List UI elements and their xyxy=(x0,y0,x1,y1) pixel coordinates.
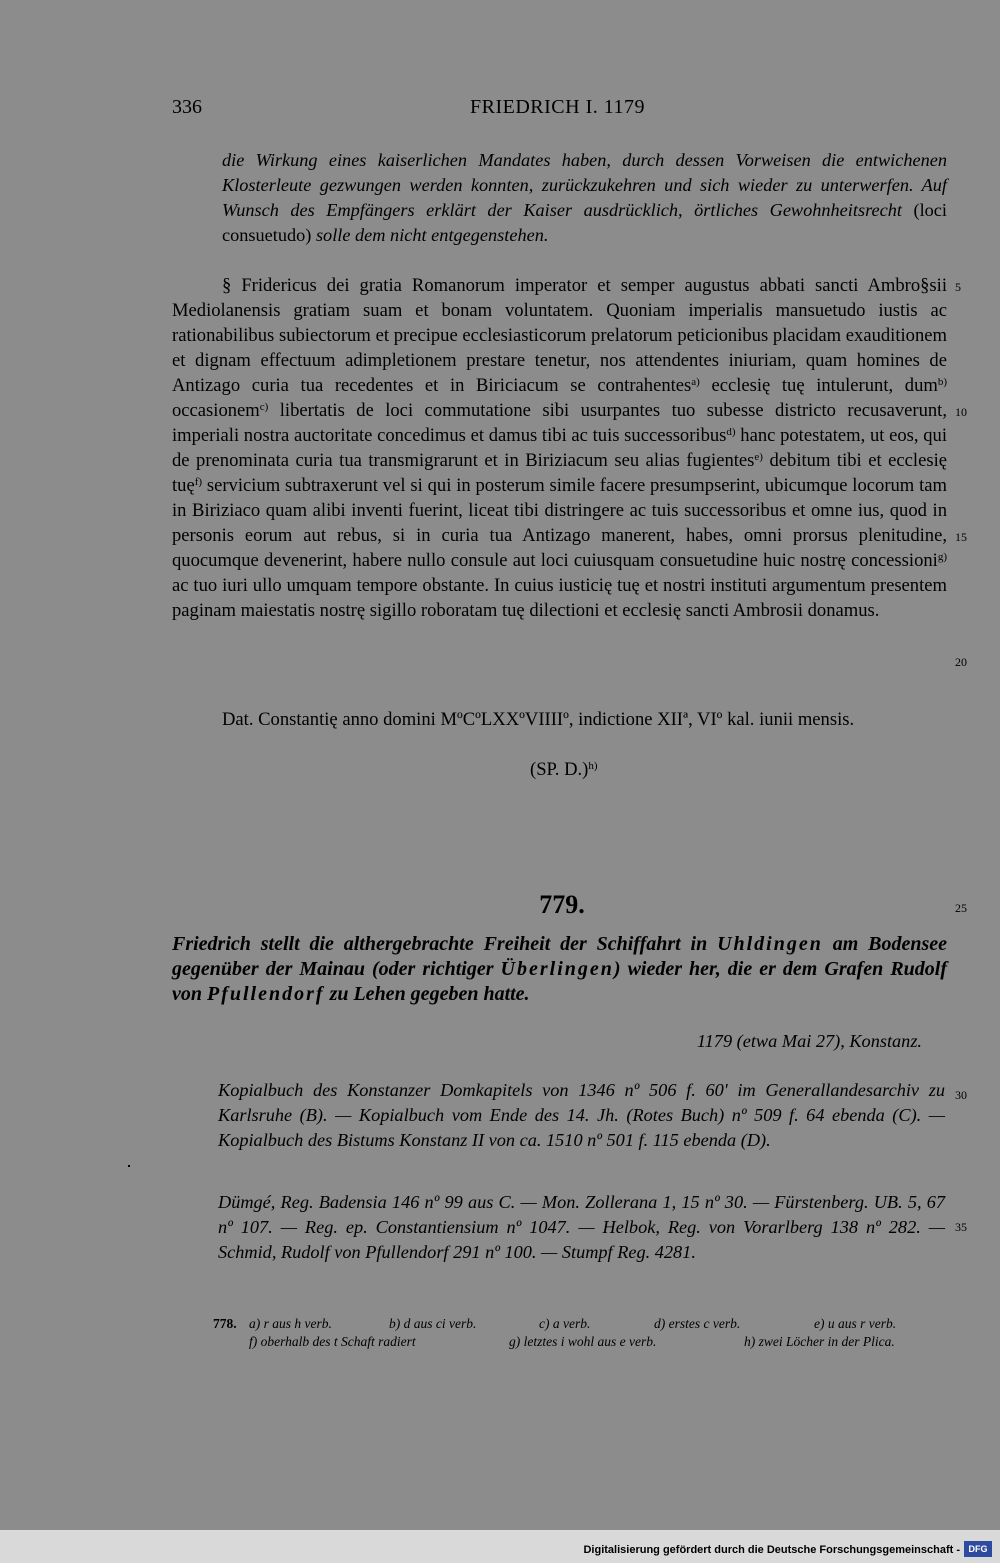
regest-text-2: am Bodensee gegenüber der Mainau (oder richtiger xyxy=(172,933,947,980)
scan-speck xyxy=(128,1165,130,1167)
document-number: 779. xyxy=(539,890,585,919)
date-place: 1179 (etwa Mai 27), Konstanz. xyxy=(696,1031,922,1051)
footnote-g: g) letztes i wohl aus e verb. xyxy=(509,1334,657,1349)
manuscript-tradition: Kopialbuch des Konstanzer Domkapitels von 1346 nº 506 f. 60' im Generallandesarchiv zu Karlsruhe (B). — Kopialbuch vom Ende des 14. Jh. (Rotes Buch) nº 509 f. 64 ebenda (C). — Kopialbuch des Bistums Konstanz II von ca. 1510 nº 501 f. 115 ebenda (D). xyxy=(218,1080,945,1150)
charter-text-4: libertatis de loci commutatione sibi usurpantes tuo subesse districto recusaverunt, imperiali nostra auctoritate concedimus et damus tibi ac tuis successoribus xyxy=(172,400,947,446)
dating-clause: Dat. Constantię anno domini MºCºLXXºVIIIIº, indictione XIIª, VIº kal. iunii mensis. xyxy=(222,709,855,730)
charter-text-3: occasionem xyxy=(172,400,260,421)
footnote-row-1 xyxy=(213,1315,953,1333)
footnote-ref-c: c) xyxy=(259,401,269,413)
previous-regest-end: solle dem nicht entgegenstehen. xyxy=(315,225,549,245)
previous-regest-roman: (loci consuetudo) xyxy=(222,200,947,245)
running-title: FRIEDRICH I. 1179 xyxy=(470,96,645,118)
place-pfullendorf: Pfullendorf xyxy=(207,983,325,1005)
charter-text-5: hanc potestatem, ut eos, qui de prenominata curia tua transmigrarunt et in Biriziacum seu alias fugientes xyxy=(172,425,947,471)
footnote-f: f) oberhalb des t Schaft radiert xyxy=(249,1334,416,1349)
footnote-ref-e: e) xyxy=(754,451,763,463)
regest-text-4: zu Lehen gegeben hatte. xyxy=(324,983,530,1005)
literature-references: Dümgé, Reg. Badensia 146 nº 99 aus C. — Mon. Zollerana 1, 15 nº 30. — Fürstenberg. UB. 5, 67 nº 107. — Reg. ep. Constantiensium nº 1047. — Helbok, Reg. von Vorarlberg 138 nº 282. — Schmid, Rudolf von Pfullendorf 291 nº 100. — Stumpf Reg. 4281. xyxy=(218,1192,945,1262)
footnote-h: h) zwei Löcher in der Plica. xyxy=(744,1334,895,1349)
footnote-b: b) d aus ci verb. xyxy=(389,1316,477,1331)
regest-heading xyxy=(172,932,947,1007)
footnote-e: e) u aus r verb. xyxy=(814,1316,897,1331)
seal-note xyxy=(530,759,598,781)
footnote-a: a) r aus h verb. xyxy=(249,1316,332,1331)
charter-text-6: debitum tibi et ecclesię tuę xyxy=(172,450,947,496)
line-number-35: 35 xyxy=(955,1220,967,1234)
page-header xyxy=(172,96,952,126)
chrismon-mark: § xyxy=(222,275,232,296)
footnote-d: d) erstes c verb. xyxy=(654,1316,741,1331)
footnote-ref-a: a) xyxy=(691,376,700,388)
charter-text-8: ac tuo iuri ullo umquam tempore obstante. In cuius iusticię tuę et nostri instituti argumentum presentem paginam maiestatis nostrę sigillo roboratam tuę dilectioni et ecclesię sancti Ambrosii donamus. xyxy=(172,575,947,621)
line-number-15: 15 xyxy=(955,530,967,544)
regest-text-1: Friedrich stellt die althergebrachte Freiheit der Schiffahrt in xyxy=(172,933,718,955)
seal-note-text: (SP. D.) xyxy=(530,759,589,780)
charter-text-7: servicium subtraxerunt vel si qui in posterum simile facere presumpserint, ubicumque locorum tam in Biriziaco quam alibi inventi fuerint, liceat tibi distringere ac tuis successoribus et omne ius, quod in personis eorum aut rebus, si in curia tua Antizago manerent, habes, omni prorsus plenitudine, quocumque devenerint, habere nullo consule aut loci cuiusquam consuetudine huic nostrę concessioni xyxy=(172,475,947,571)
footnote-ref-d: d) xyxy=(726,426,736,438)
line-number-25: 25 xyxy=(955,901,967,915)
charter-paragraph xyxy=(172,273,947,623)
regest-text-3: ) wieder her, die er dem Grafen Rudolf von xyxy=(172,958,947,1005)
footnote-ref-g: g) xyxy=(937,551,947,563)
place-ueberlingen: Überlingen xyxy=(500,958,614,980)
line-number-5: 5 xyxy=(955,280,961,294)
charter-text-1: Fridericus dei gratia Romanorum imperator et semper augustus abbati sancti Ambro§sii Mediolanensis gratiam suam et bonam voluntatem. Quoniam imperialis mansuetudo iustis ac rationabilibus subiectorum et precipue ecclesiasticorum prelatorum peticionibus placidam exauditionem et dignam effectuum adimpletionem prestare tenetur, nos attendentes iniuriam, quam homines de Antizago curia tua recedentes et in Biriciacum se contrahentes xyxy=(172,275,947,396)
page-number: 336 xyxy=(172,96,202,118)
previous-regest xyxy=(222,148,947,248)
footnote-ref-b: b) xyxy=(937,376,947,388)
line-number-30: 30 xyxy=(955,1088,967,1102)
dfg-logo: DFG xyxy=(964,1541,992,1557)
footnote-document-ref: 778. xyxy=(213,1316,237,1331)
footnote-row-2 xyxy=(213,1333,953,1351)
footnote-c: c) a verb. xyxy=(539,1316,591,1331)
charter-text xyxy=(172,273,947,623)
previous-regest-text: die Wirkung eines kaiserlichen Mandates haben, durch dessen Vorweisen die entwichenen Klosterleute gezwungen werden konnten, zurückzukehren und sich wieder zu unterwerfen. Auf Wunsch des Empfängers erklärt der Kaiser ausdrücklich, örtliches Gewohnheitsrecht xyxy=(222,150,947,220)
line-number-20: 20 xyxy=(955,655,967,669)
place-uhldingen: Uhldingen xyxy=(717,933,823,955)
charter-text-2: ecclesię tuę intulerunt, dum xyxy=(699,375,938,396)
footnote-ref-f: f) xyxy=(194,476,203,488)
footnote-ref-h: h) xyxy=(588,760,598,772)
footnotes xyxy=(213,1315,953,1351)
line-number-10: 10 xyxy=(955,405,967,419)
funding-credit: Digitalisierung gefördert durch die Deutsche Forschungsgemeinschaft - xyxy=(583,1544,960,1556)
